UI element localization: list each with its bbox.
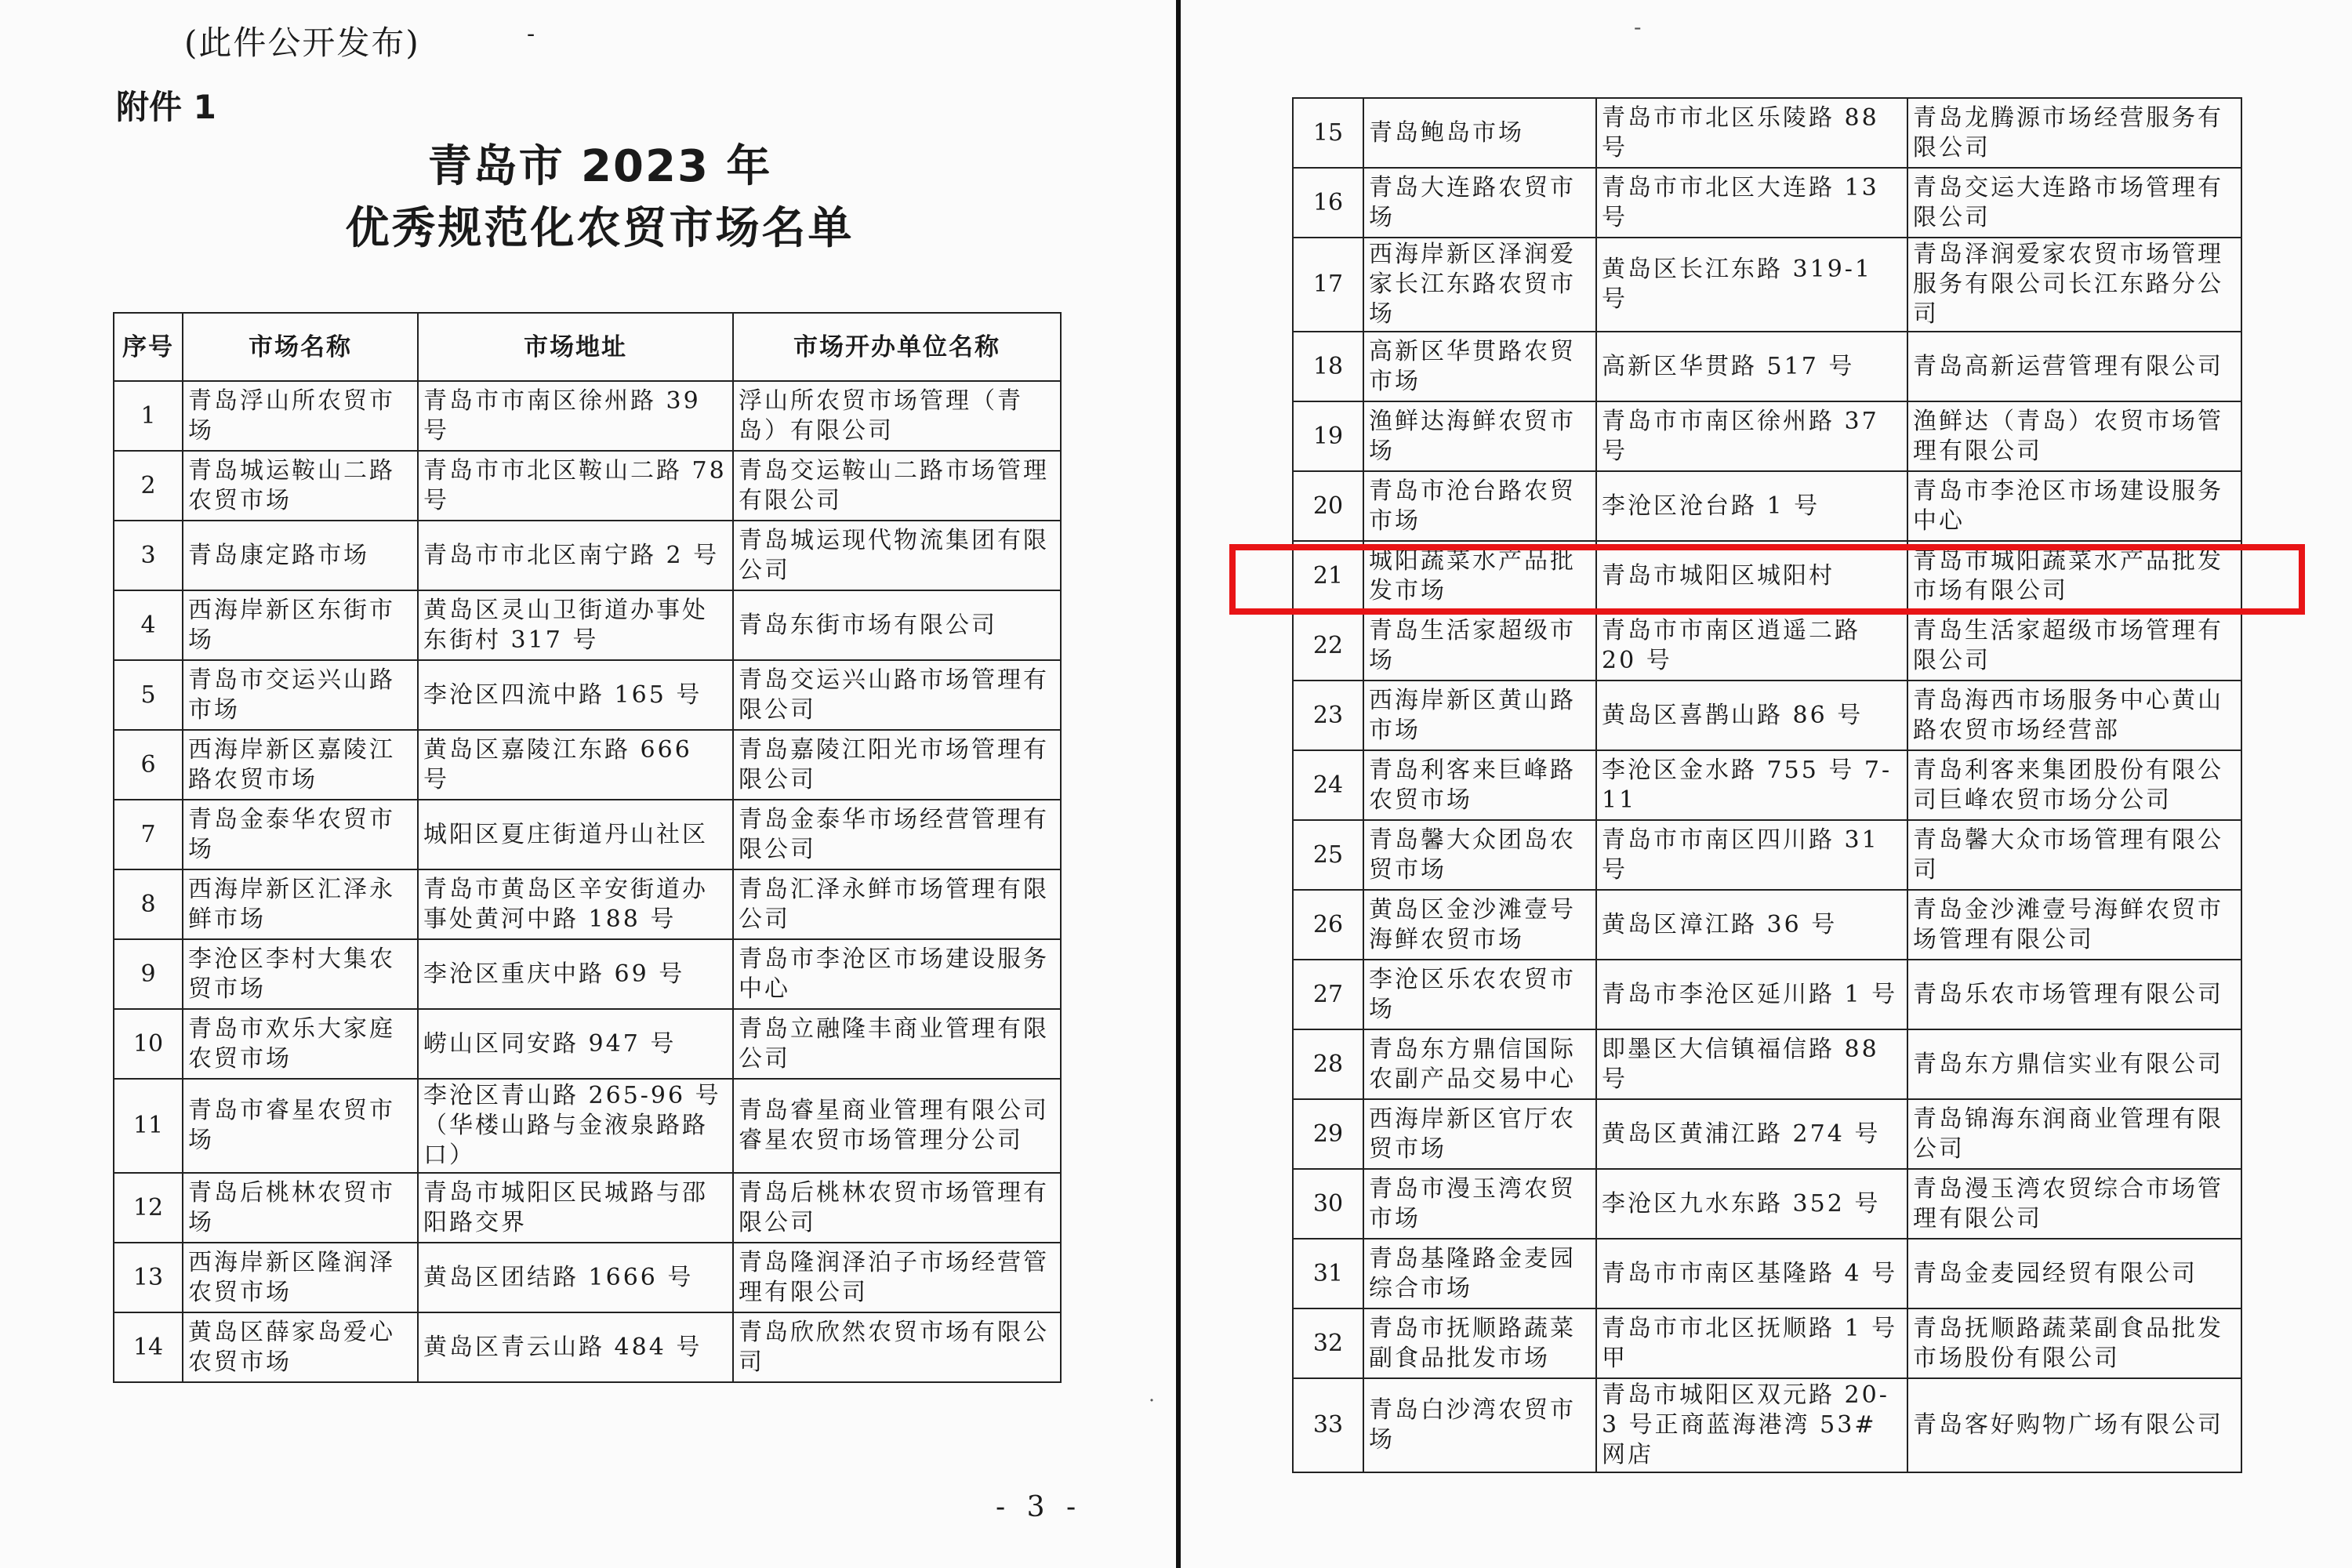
row-index: 7 <box>114 800 183 869</box>
market-address: 李沧区九水东路 352 号 <box>1596 1169 1907 1239</box>
table-row <box>1293 238 2241 332</box>
market-name: 青岛鲍岛市场 <box>1363 98 1596 168</box>
market-address: 青岛市城阳区城阳村 <box>1596 541 1907 611</box>
row-index: 12 <box>114 1173 183 1243</box>
row-index: 29 <box>1293 1099 1363 1169</box>
market-address: 黄岛区长江东路 319-1 号 <box>1596 238 1907 332</box>
market-name: 青岛东方鼎信国际农副产品交易中心 <box>1363 1029 1596 1099</box>
market-name: 青岛基隆路金麦园综合市场 <box>1363 1239 1596 1308</box>
column-header-market-name: 市场名称 <box>183 313 418 381</box>
market-name: 青岛康定路市场 <box>183 521 418 590</box>
row-index: 19 <box>1293 401 1363 471</box>
table-row <box>1293 332 2241 401</box>
market-name: 青岛浮山所农贸市场 <box>183 381 418 451</box>
table-row <box>1293 98 2241 168</box>
market-operator: 青岛市李沧区市场建设服务中心 <box>733 939 1061 1009</box>
row-index: 24 <box>1293 750 1363 820</box>
row-index: 3 <box>114 521 183 590</box>
row-index: 26 <box>1293 890 1363 960</box>
table-row <box>114 939 1061 1009</box>
market-name: 高新区华贯路农贸市场 <box>1363 332 1596 401</box>
table-row <box>1293 168 2241 238</box>
notice-mark: - <box>527 20 535 48</box>
row-index: 22 <box>1293 611 1363 681</box>
row-index: 30 <box>1293 1169 1363 1239</box>
row-index: 32 <box>1293 1308 1363 1378</box>
table-row <box>1293 750 2241 820</box>
row-index: 11 <box>114 1079 183 1173</box>
column-header-address: 市场地址 <box>418 313 733 381</box>
table-row <box>1293 1378 2241 1472</box>
row-index: 17 <box>1293 238 1363 332</box>
row-index: 28 <box>1293 1029 1363 1099</box>
table-row <box>114 1243 1061 1312</box>
page-number: - 3 - <box>996 1491 1083 1523</box>
table-row <box>1293 681 2241 750</box>
table-row <box>1293 820 2241 890</box>
market-name: 青岛金泰华农贸市场 <box>183 800 418 869</box>
row-index: 27 <box>1293 960 1363 1029</box>
table-row <box>1293 1239 2241 1308</box>
market-operator: 青岛东方鼎信实业有限公司 <box>1907 1029 2241 1099</box>
market-name: 西海岸新区隆润泽农贸市场 <box>183 1243 418 1312</box>
market-operator: 青岛锦海东润商业管理有限公司 <box>1907 1099 2241 1169</box>
table-row <box>114 521 1061 590</box>
market-address: 城阳区夏庄街道丹山社区 <box>418 800 733 869</box>
market-operator: 青岛城运现代物流集团有限公司 <box>733 521 1061 590</box>
row-index: 5 <box>114 660 183 730</box>
row-index: 23 <box>1293 681 1363 750</box>
market-operator: 青岛睿星商业管理有限公司睿星农贸市场管理分公司 <box>733 1079 1061 1173</box>
table-row <box>114 1312 1061 1382</box>
column-header-operator: 市场开办单位名称 <box>733 313 1061 381</box>
market-address: 黄岛区喜鹊山路 86 号 <box>1596 681 1907 750</box>
market-name: 青岛市睿星农贸市场 <box>183 1079 418 1173</box>
row-index: 31 <box>1293 1239 1363 1308</box>
market-list-table-left <box>113 312 1062 1383</box>
market-address: 青岛市李沧区延川路 1 号 <box>1596 960 1907 1029</box>
market-name: 渔鲜达海鲜农贸市场 <box>1363 401 1596 471</box>
row-index: 9 <box>114 939 183 1009</box>
table-row <box>1293 1308 2241 1378</box>
market-address: 高新区华贯路 517 号 <box>1596 332 1907 401</box>
market-name: 青岛利客来巨峰路农贸市场 <box>1363 750 1596 820</box>
market-address: 青岛市市北区大连路 13 号 <box>1596 168 1907 238</box>
market-name: 西海岸新区官厅农贸市场 <box>1363 1099 1596 1169</box>
market-name: 西海岸新区汇泽永鲜市场 <box>183 869 418 939</box>
market-operator: 浮山所农贸市场管理（青岛）有限公司 <box>733 381 1061 451</box>
market-operator: 青岛金沙滩壹号海鲜农贸市场管理有限公司 <box>1907 890 2241 960</box>
market-operator: 渔鲜达（青岛）农贸市场管理有限公司 <box>1907 401 2241 471</box>
market-name: 青岛生活家超级市场 <box>1363 611 1596 681</box>
market-name: 青岛市沧台路农贸市场 <box>1363 471 1596 541</box>
market-operator: 青岛抚顺路蔬菜副食品批发市场股份有限公司 <box>1907 1308 2241 1378</box>
market-address: 李沧区金水路 755 号 7-11 <box>1596 750 1907 820</box>
market-operator: 青岛嘉陵江阳光市场管理有限公司 <box>733 730 1061 800</box>
market-operator: 青岛交运鞍山二路市场管理有限公司 <box>733 451 1061 521</box>
row-index: 1 <box>114 381 183 451</box>
market-address: 黄岛区灵山卫街道办事处东街村 317 号 <box>418 590 733 660</box>
market-address: 青岛市市南区逍遥二路 20 号 <box>1596 611 1907 681</box>
market-operator: 青岛漫玉湾农贸综合市场管理有限公司 <box>1907 1169 2241 1239</box>
market-operator: 青岛泽润爱家农贸市场管理服务有限公司长江东路分公司 <box>1907 238 2241 332</box>
market-name: 青岛城运鞍山二路农贸市场 <box>183 451 418 521</box>
market-name: 青岛大连路农贸市场 <box>1363 168 1596 238</box>
scan-mark: ˙ <box>1146 1396 1157 1421</box>
market-address: 黄岛区青云山路 484 号 <box>418 1312 733 1382</box>
market-address: 青岛市市南区四川路 31 号 <box>1596 820 1907 890</box>
table-row <box>1293 1029 2241 1099</box>
market-operator: 青岛交运大连路市场管理有限公司 <box>1907 168 2241 238</box>
market-name: 李沧区李村大集农贸市场 <box>183 939 418 1009</box>
row-index: 4 <box>114 590 183 660</box>
row-index: 20 <box>1293 471 1363 541</box>
market-address: 黄岛区嘉陵江东路 666 号 <box>418 730 733 800</box>
row-index: 8 <box>114 869 183 939</box>
market-address: 即墨区大信镇福信路 88 号 <box>1596 1029 1907 1099</box>
document-title-line1: 青岛市 2023 年 <box>427 141 772 192</box>
market-operator: 青岛交运兴山路市场管理有限公司 <box>733 660 1061 730</box>
market-address: 李沧区沧台路 1 号 <box>1596 471 1907 541</box>
market-name: 城阳蔬菜水产品批发市场 <box>1363 541 1596 611</box>
table-row <box>114 869 1061 939</box>
market-name: 青岛市漫玉湾农贸市场 <box>1363 1169 1596 1239</box>
market-operator: 青岛龙腾源市场经营服务有限公司 <box>1907 98 2241 168</box>
market-operator: 青岛东街市场有限公司 <box>733 590 1061 660</box>
table-row <box>114 381 1061 451</box>
market-operator: 青岛金麦园经贸有限公司 <box>1907 1239 2241 1308</box>
market-name: 西海岸新区黄山路市场 <box>1363 681 1596 750</box>
market-name: 青岛白沙湾农贸市场 <box>1363 1378 1596 1472</box>
market-name: 黄岛区薛家岛爱心农贸市场 <box>183 1312 418 1382</box>
row-index: 25 <box>1293 820 1363 890</box>
row-index: 33 <box>1293 1378 1363 1472</box>
market-address: 李沧区青山路 265-96 号（华楼山路与金液泉路路口） <box>418 1079 733 1173</box>
market-address: 黄岛区黄浦江路 274 号 <box>1596 1099 1907 1169</box>
market-address: 李沧区重庆中路 69 号 <box>418 939 733 1009</box>
table-row <box>114 660 1061 730</box>
table-row <box>1293 1099 2241 1169</box>
row-index: 15 <box>1293 98 1363 168</box>
market-name: 黄岛区金沙滩壹号海鲜农贸市场 <box>1363 890 1596 960</box>
row-index: 18 <box>1293 332 1363 401</box>
market-address: 青岛市市北区鞍山二路 78 号 <box>418 451 733 521</box>
attachment-label: 附件 1 <box>116 88 216 126</box>
table-row <box>114 730 1061 800</box>
highlight-box <box>1229 544 2305 615</box>
market-operator: 青岛生活家超级市场管理有限公司 <box>1907 611 2241 681</box>
market-name: 西海岸新区东街市场 <box>183 590 418 660</box>
table-row <box>1293 471 2241 541</box>
market-address: 崂山区同安路 947 号 <box>418 1009 733 1079</box>
market-address: 青岛市城阳区民城路与邵阳路交界 <box>418 1173 733 1243</box>
row-index: 2 <box>114 451 183 521</box>
market-operator: 青岛市城阳蔬菜水产品批发市场有限公司 <box>1907 541 2241 611</box>
market-name: 青岛市抚顺路蔬菜副食品批发市场 <box>1363 1308 1596 1378</box>
row-index: 16 <box>1293 168 1363 238</box>
row-index: 13 <box>114 1243 183 1312</box>
market-address: 青岛市市南区徐州路 37 号 <box>1596 401 1907 471</box>
market-name: 青岛馨大众团岛农贸市场 <box>1363 820 1596 890</box>
market-address: 李沧区四流中路 165 号 <box>418 660 733 730</box>
market-address: 青岛市市南区基隆路 4 号 <box>1596 1239 1907 1308</box>
market-name: 西海岸新区嘉陵江路农贸市场 <box>183 730 418 800</box>
table-row <box>1293 890 2241 960</box>
table-row <box>114 1173 1061 1243</box>
row-index: 14 <box>114 1312 183 1382</box>
market-operator: 青岛客好购物广场有限公司 <box>1907 1378 2241 1472</box>
market-address: 青岛市市南区徐州路 39 号 <box>418 381 733 451</box>
market-address: 青岛市市北区抚顺路 1 号甲 <box>1596 1308 1907 1378</box>
table-row <box>114 1079 1061 1173</box>
market-operator: 青岛汇泽永鲜市场管理有限公司 <box>733 869 1061 939</box>
market-operator: 青岛隆润泽泊子市场经营管理有限公司 <box>733 1243 1061 1312</box>
row-index: 21 <box>1293 541 1363 611</box>
market-address: 黄岛区团结路 1666 号 <box>418 1243 733 1312</box>
table-row <box>114 1009 1061 1079</box>
market-name: 西海岸新区泽润爱家长江东路农贸市场 <box>1363 238 1596 332</box>
market-operator: 青岛立融隆丰商业管理有限公司 <box>733 1009 1061 1079</box>
market-operator: 青岛利客来集团股份有限公司巨峰农贸市场分公司 <box>1907 750 2241 820</box>
column-header-index: 序号 <box>114 313 183 381</box>
document-title-line2: 优秀规范化农贸市场名单 <box>345 203 855 254</box>
market-list-table-right <box>1292 97 2242 1473</box>
table-row <box>1293 611 2241 681</box>
market-operator: 青岛后桃林农贸市场管理有限公司 <box>733 1173 1061 1243</box>
market-name: 青岛市欢乐大家庭农贸市场 <box>183 1009 418 1079</box>
table-row <box>1293 401 2241 471</box>
market-name: 李沧区乐农农贸市场 <box>1363 960 1596 1029</box>
table-header-row <box>114 313 1061 381</box>
market-operator: 青岛馨大众市场管理有限公司 <box>1907 820 2241 890</box>
market-operator: 青岛乐农市场管理有限公司 <box>1907 960 2241 1029</box>
market-name: 青岛后桃林农贸市场 <box>183 1173 418 1243</box>
market-name: 青岛市交运兴山路市场 <box>183 660 418 730</box>
market-operator: 青岛海西市场服务中心黄山路农贸市场经营部 <box>1907 681 2241 750</box>
table-row <box>114 451 1061 521</box>
market-operator: 青岛高新运营管理有限公司 <box>1907 332 2241 401</box>
row-index: 6 <box>114 730 183 800</box>
market-operator: 青岛市李沧区市场建设服务中心 <box>1907 471 2241 541</box>
market-address: 青岛市市北区南宁路 2 号 <box>418 521 733 590</box>
table-row <box>1293 1169 2241 1239</box>
table-row <box>1293 960 2241 1029</box>
table-row <box>114 800 1061 869</box>
table-row <box>114 590 1061 660</box>
row-index: 10 <box>114 1009 183 1079</box>
market-operator: 青岛金泰华市场经营管理有限公司 <box>733 800 1061 869</box>
market-address: 黄岛区漳江路 36 号 <box>1596 890 1907 960</box>
market-address: 青岛市市北区乐陵路 88 号 <box>1596 98 1907 168</box>
market-address: 青岛市黄岛区辛安街道办事处黄河中路 188 号 <box>418 869 733 939</box>
top-mark: - <box>1634 14 1642 40</box>
market-address: 青岛市城阳区双元路 20-3 号正商蓝海港湾 53#网店 <box>1596 1378 1907 1472</box>
market-operator: 青岛欣欣然农贸市场有限公司 <box>733 1312 1061 1382</box>
public-notice: (此件公开发布) <box>184 24 420 62</box>
